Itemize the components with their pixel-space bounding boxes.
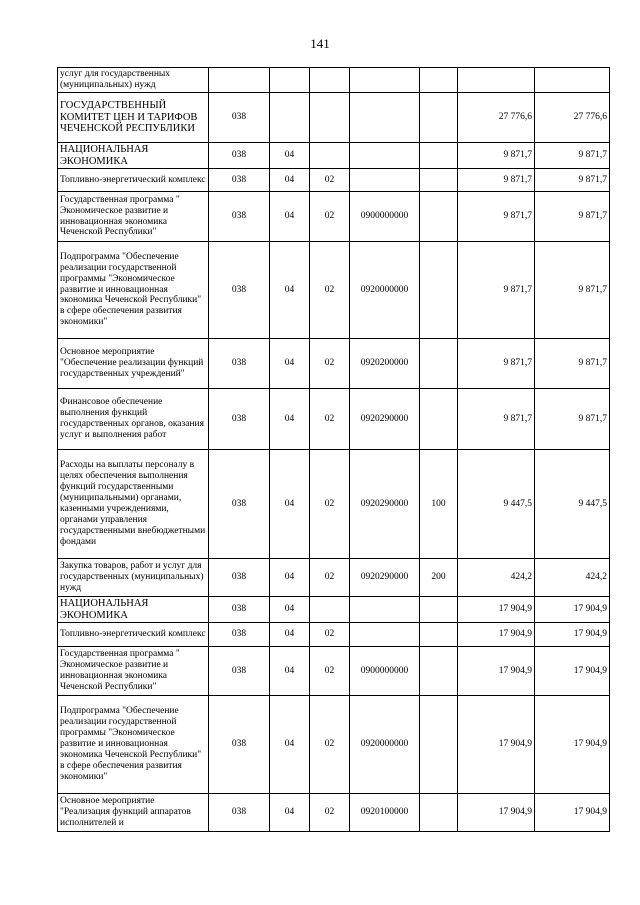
row-expense-type xyxy=(420,389,458,450)
row-sum-1: 17 904,9 xyxy=(458,623,535,647)
row-grbs-code: 038 xyxy=(209,192,270,242)
row-section-code xyxy=(270,68,310,93)
row-name: Финансовое обеспечение выполнения функций государственных органов, оказания услуг и выполнения работ xyxy=(58,389,209,450)
row-sum-1: 9 871,7 xyxy=(458,143,535,169)
row-expense-type: 100 xyxy=(420,450,458,559)
row-expense-type xyxy=(420,242,458,339)
row-subsection-code: 02 xyxy=(310,559,350,597)
row-section-code: 04 xyxy=(270,559,310,597)
row-subsection-code: 02 xyxy=(310,169,350,192)
row-sum-2: 9 447,5 xyxy=(535,450,610,559)
table-row xyxy=(58,597,610,623)
row-expense-type xyxy=(420,143,458,169)
row-sum-2: 9 871,7 xyxy=(535,242,610,339)
row-sum-1: 17 904,9 xyxy=(458,696,535,794)
row-sum-2: 27 776,6 xyxy=(535,93,610,143)
row-section-code: 04 xyxy=(270,192,310,242)
row-sum-1: 27 776,6 xyxy=(458,93,535,143)
row-expense-type xyxy=(420,192,458,242)
row-expense-type xyxy=(420,623,458,647)
row-grbs-code: 038 xyxy=(209,450,270,559)
budget-table xyxy=(57,67,610,832)
table-row xyxy=(58,559,610,597)
row-target-article xyxy=(350,143,420,169)
row-sum-1: 17 904,9 xyxy=(458,597,535,623)
row-name: Подпрограмма "Обеспечение реализации государственной программы "Экономическое развитие и инновационная экономика Чеченской Республики" в сфере обеспечения развития экономики" xyxy=(58,696,209,794)
row-sum-1 xyxy=(458,68,535,93)
row-sum-2 xyxy=(535,68,610,93)
row-expense-type xyxy=(420,93,458,143)
row-target-article xyxy=(350,169,420,192)
row-grbs-code: 038 xyxy=(209,169,270,192)
row-grbs-code: 038 xyxy=(209,242,270,339)
row-section-code: 04 xyxy=(270,389,310,450)
row-section-code: 04 xyxy=(270,242,310,339)
row-grbs-code: 038 xyxy=(209,623,270,647)
row-subsection-code: 02 xyxy=(310,192,350,242)
row-target-article: 0900000000 xyxy=(350,647,420,696)
row-sum-1: 9 871,7 xyxy=(458,389,535,450)
row-target-article: 0920290000 xyxy=(350,450,420,559)
row-grbs-code: 038 xyxy=(209,93,270,143)
row-section-code xyxy=(270,93,310,143)
row-expense-type: 200 xyxy=(420,559,458,597)
row-section-code: 04 xyxy=(270,696,310,794)
row-subsection-code xyxy=(310,597,350,623)
table-row xyxy=(58,143,610,169)
row-name: Расходы на выплаты персоналу в целях обеспечения выполнения функций государственными (муниципальными) органами, казенными учреждениями, органами управления государственными внебюджетными фондами xyxy=(58,450,209,559)
row-expense-type xyxy=(420,647,458,696)
table-row xyxy=(58,647,610,696)
row-name: Топливно-энергетический комплекс xyxy=(58,623,209,647)
row-section-code: 04 xyxy=(270,794,310,832)
row-section-code: 04 xyxy=(270,623,310,647)
row-sum-2: 9 871,7 xyxy=(535,339,610,389)
row-name: Топливно-энергетический комплекс xyxy=(58,169,209,192)
row-sum-2: 17 904,9 xyxy=(535,623,610,647)
row-subsection-code: 02 xyxy=(310,623,350,647)
table-row xyxy=(58,696,610,794)
row-section-code: 04 xyxy=(270,647,310,696)
row-target-article: 0920000000 xyxy=(350,696,420,794)
row-subsection-code: 02 xyxy=(310,242,350,339)
row-grbs-code: 038 xyxy=(209,794,270,832)
row-grbs-code: 038 xyxy=(209,143,270,169)
row-grbs-code: 038 xyxy=(209,559,270,597)
row-name: Основное мероприятие "Реализация функций аппаратов исполнителей и xyxy=(58,794,209,832)
row-sum-1: 424,2 xyxy=(458,559,535,597)
row-subsection-code xyxy=(310,93,350,143)
row-sum-1: 9 447,5 xyxy=(458,450,535,559)
row-subsection-code: 02 xyxy=(310,450,350,559)
row-target-article xyxy=(350,623,420,647)
row-sum-2: 9 871,7 xyxy=(535,192,610,242)
table-row xyxy=(58,192,610,242)
row-section-code: 04 xyxy=(270,143,310,169)
row-expense-type xyxy=(420,794,458,832)
row-sum-2: 17 904,9 xyxy=(535,647,610,696)
row-target-article: 0920290000 xyxy=(350,389,420,450)
row-target-article: 0920290000 xyxy=(350,559,420,597)
row-subsection-code xyxy=(310,143,350,169)
row-subsection-code xyxy=(310,68,350,93)
row-sum-2: 9 871,7 xyxy=(535,143,610,169)
row-sum-2: 17 904,9 xyxy=(535,696,610,794)
row-sum-1: 9 871,7 xyxy=(458,339,535,389)
row-sum-1: 9 871,7 xyxy=(458,192,535,242)
row-target-article xyxy=(350,597,420,623)
row-subsection-code: 02 xyxy=(310,339,350,389)
table-row xyxy=(58,169,610,192)
row-target-article xyxy=(350,68,420,93)
row-name: НАЦИОНАЛЬНАЯ ЭКОНОМИКА xyxy=(58,143,209,169)
row-grbs-code: 038 xyxy=(209,597,270,623)
row-name: Подпрограмма "Обеспечение реализации государственной программы "Экономическое развитие и инновационная экономика Чеченской Республики" в сфере обеспечения развития экономики" xyxy=(58,242,209,339)
row-expense-type xyxy=(420,169,458,192)
row-target-article: 0900000000 xyxy=(350,192,420,242)
row-section-code: 04 xyxy=(270,339,310,389)
row-section-code: 04 xyxy=(270,597,310,623)
row-expense-type xyxy=(420,696,458,794)
row-name: Государственная программа " Экономическое развитие и инновационная экономика Чеченской Республики" xyxy=(58,192,209,242)
row-sum-2: 424,2 xyxy=(535,559,610,597)
row-sum-1: 17 904,9 xyxy=(458,647,535,696)
table-row xyxy=(58,339,610,389)
page-number: 141 xyxy=(310,36,330,51)
row-subsection-code: 02 xyxy=(310,794,350,832)
row-expense-type xyxy=(420,68,458,93)
row-name: услуг для государственных (муниципальных) нужд xyxy=(58,68,209,93)
row-sum-2: 9 871,7 xyxy=(535,389,610,450)
row-subsection-code: 02 xyxy=(310,389,350,450)
row-sum-2: 9 871,7 xyxy=(535,169,610,192)
row-sum-2: 17 904,9 xyxy=(535,597,610,623)
row-name: Закупка товаров, работ и услуг для государственных (муниципальных) нужд xyxy=(58,559,209,597)
row-grbs-code: 038 xyxy=(209,339,270,389)
row-target-article xyxy=(350,93,420,143)
table-row xyxy=(58,93,610,143)
row-grbs-code: 038 xyxy=(209,389,270,450)
table-row xyxy=(58,623,610,647)
row-sum-2: 17 904,9 xyxy=(535,794,610,832)
table-row xyxy=(58,794,610,832)
row-target-article: 0920100000 xyxy=(350,794,420,832)
row-grbs-code xyxy=(209,68,270,93)
row-subsection-code: 02 xyxy=(310,647,350,696)
table-row xyxy=(58,389,610,450)
table-row xyxy=(58,68,610,93)
row-target-article: 0920000000 xyxy=(350,242,420,339)
row-sum-1: 17 904,9 xyxy=(458,794,535,832)
row-sum-1: 9 871,7 xyxy=(458,169,535,192)
row-name: ГОСУДАРСТВЕННЫЙ КОМИТЕТ ЦЕН И ТАРИФОВ ЧЕЧЕНСКОЙ РЕСПУБЛИКИ xyxy=(58,93,209,143)
row-section-code: 04 xyxy=(270,450,310,559)
table-row xyxy=(58,242,610,339)
row-name: Государственная программа " Экономическое развитие и инновационная экономика Чеченской Республики" xyxy=(58,647,209,696)
row-name: НАЦИОНАЛЬНАЯ ЭКОНОМИКА xyxy=(58,597,209,623)
row-name: Основное мероприятие "Обеспечение реализации функций государственных учреждений" xyxy=(58,339,209,389)
row-target-article: 0920200000 xyxy=(350,339,420,389)
row-expense-type xyxy=(420,597,458,623)
row-expense-type xyxy=(420,339,458,389)
row-subsection-code: 02 xyxy=(310,696,350,794)
row-grbs-code: 038 xyxy=(209,696,270,794)
row-grbs-code: 038 xyxy=(209,647,270,696)
row-sum-1: 9 871,7 xyxy=(458,242,535,339)
row-section-code: 04 xyxy=(270,169,310,192)
table-row xyxy=(58,450,610,559)
